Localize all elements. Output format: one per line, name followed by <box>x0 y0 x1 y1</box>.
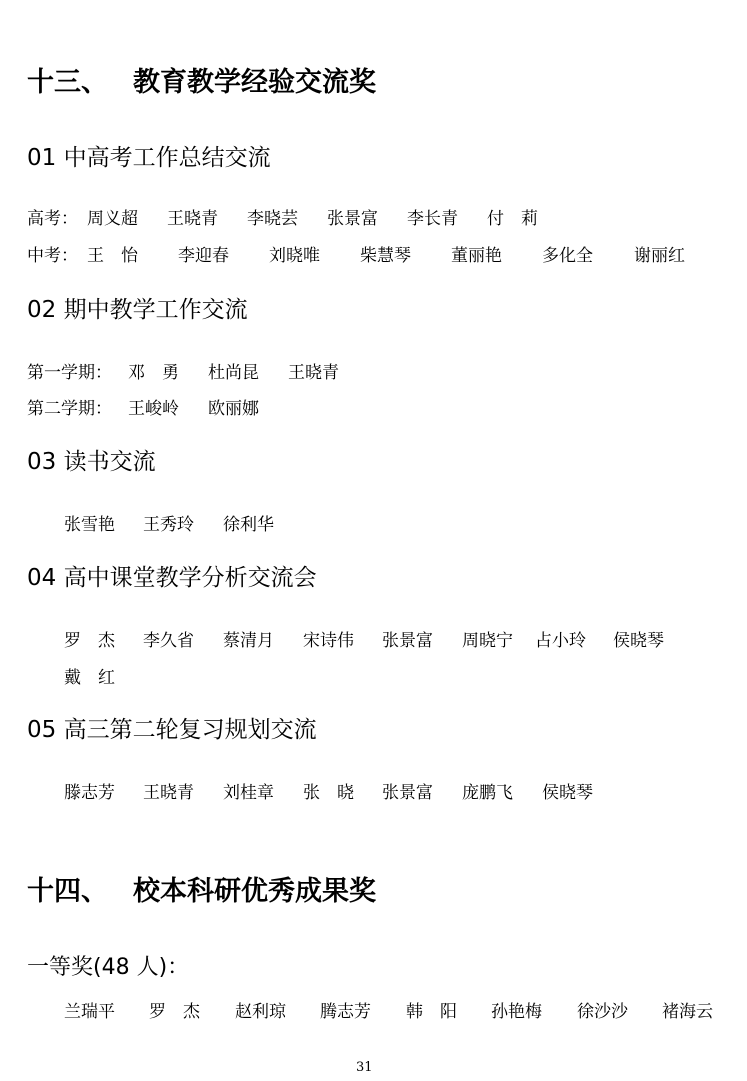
term1-label: 第一学期： <box>27 363 112 383</box>
reading-name: 徐利华 <box>223 515 274 535</box>
class-analysis-name: 侯晓琴 <box>613 631 664 651</box>
term1-name: 王晓青 <box>288 363 339 383</box>
subsection-01-heading: 01 中高考工作总结交流 <box>27 145 271 171</box>
page-number: 31 <box>356 1060 373 1075</box>
first-prize-name: 韩 阳 <box>406 1002 457 1022</box>
gaokao-name: 李长青 <box>407 209 458 229</box>
zhongkao-name: 王 怡 <box>87 246 138 266</box>
gaokao-label: 高考： <box>27 209 78 229</box>
zhongkao-label: 中考： <box>27 246 78 266</box>
first-prize-name: 孙艳梅 <box>491 1002 542 1022</box>
review-plan-name: 刘桂章 <box>223 783 274 803</box>
section-13-title: 教育教学经验交流奖 <box>133 67 376 98</box>
subsection-05-heading: 05 高三第二轮复习规划交流 <box>27 717 317 743</box>
first-prize-name: 徐沙沙 <box>577 1002 628 1022</box>
review-plan-name: 王晓青 <box>143 783 194 803</box>
gaokao-row <box>0 211 747 231</box>
first-prize-name: 赵利琼 <box>235 1002 286 1022</box>
first-prize-name: 褚海云 <box>662 1002 713 1022</box>
term2-name: 王峻岭 <box>128 399 179 419</box>
class-analysis-name: 周晓宁 <box>462 631 513 651</box>
first-prize-name: 罗 杰 <box>149 1002 200 1022</box>
class-analysis-name: 罗 杰 <box>64 631 115 651</box>
review-plan-name: 侯晓琴 <box>542 783 593 803</box>
term2-label: 第二学期： <box>27 399 112 419</box>
first-prize-row <box>0 1004 747 1024</box>
review-plan-row <box>0 785 747 805</box>
term2-name: 欧丽娜 <box>208 399 259 419</box>
zhongkao-row <box>0 248 747 268</box>
reading-row <box>0 517 747 537</box>
reading-name: 张雪艳 <box>64 515 115 535</box>
class-analysis-name: 张景富 <box>382 631 433 651</box>
term1-name: 杜尚昆 <box>208 363 259 383</box>
first-prize-name: 兰瑞平 <box>64 1002 115 1022</box>
zhongkao-name: 柴慧琴 <box>360 246 411 266</box>
term1-name: 邓 勇 <box>128 363 179 383</box>
zhongkao-name: 多化全 <box>542 246 593 266</box>
class-analysis-row <box>0 670 747 690</box>
review-plan-name: 滕志芳 <box>64 783 115 803</box>
subsection-04-heading: 04 高中课堂教学分析交流会 <box>27 565 317 591</box>
section-13-number: 十三、 <box>27 67 108 98</box>
gaokao-name: 付 莉 <box>487 209 538 229</box>
gaokao-name: 周义超 <box>87 209 138 229</box>
first-prize-label: 一等奖(48 人)： <box>27 955 190 980</box>
section-14-title: 校本科研优秀成果奖 <box>133 876 376 907</box>
gaokao-name: 李晓芸 <box>247 209 298 229</box>
class-analysis-row <box>0 633 747 653</box>
review-plan-name: 张景富 <box>382 783 433 803</box>
term2-row <box>0 401 747 421</box>
review-plan-name: 庞鹏飞 <box>462 783 513 803</box>
subsection-03-heading: 03 读书交流 <box>27 449 156 475</box>
subsection-02-heading: 02 期中教学工作交流 <box>27 297 248 323</box>
class-analysis-name: 宋诗伟 <box>303 631 354 651</box>
review-plan-name: 张 晓 <box>303 783 354 803</box>
class-analysis-name: 戴 红 <box>64 668 115 688</box>
class-analysis-name: 占小玲 <box>535 631 586 651</box>
class-analysis-name: 蔡清月 <box>223 631 274 651</box>
reading-name: 王秀玲 <box>143 515 194 535</box>
zhongkao-name: 刘晓唯 <box>269 246 320 266</box>
gaokao-name: 王晓青 <box>167 209 218 229</box>
zhongkao-name: 董丽艳 <box>451 246 502 266</box>
gaokao-name: 张景富 <box>327 209 378 229</box>
class-analysis-name: 李久省 <box>143 631 194 651</box>
zhongkao-name: 李迎春 <box>178 246 229 266</box>
section-14-number: 十四、 <box>27 876 108 907</box>
zhongkao-name: 谢丽红 <box>634 246 685 266</box>
term1-row <box>0 365 747 385</box>
first-prize-name: 腾志芳 <box>320 1002 371 1022</box>
